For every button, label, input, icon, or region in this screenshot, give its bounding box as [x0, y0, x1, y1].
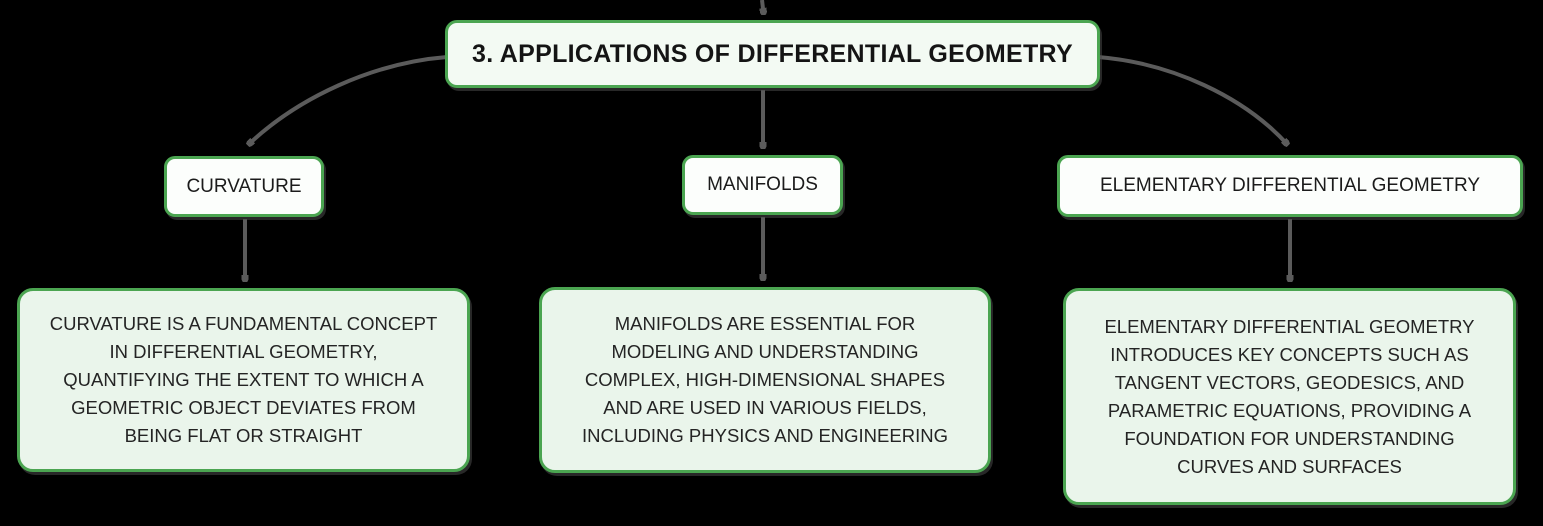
connector-root-to-curvature — [249, 57, 447, 144]
root-node-label: 3. APPLICATIONS OF DIFFERENTIAL GEOMETRY — [472, 39, 1073, 68]
description-node-elementary-differential-geometry[interactable] — [1063, 288, 1516, 505]
topic-node-curvature-label: CURVATURE — [186, 175, 302, 197]
connector-parent-to-root — [762, 0, 764, 13]
topic-node-curvature[interactable] — [164, 156, 324, 217]
topic-node-manifolds-label: MANIFOLDS — [707, 174, 818, 195]
topic-node-elementary-label: ELEMENTARY DIFFERENTIAL GEOMETRY — [1099, 175, 1481, 196]
description-elementary-text: ELEMENTARY DIFFERENTIAL GEOMETRY INTRODUCES KEY CONCEPTS SUCH AS TANGENT VECTORS, GEODESICS, AND PARAMETRIC EQUATIONS, PROVIDING A FOUNDATION FOR UNDERSTANDING CURVES AND SURFACES — [1104, 315, 1475, 477]
description-manifolds-text: MANIFOLDS ARE ESSENTIAL FOR MODELING AND UNDERSTANDING COMPLEX, HIGH-DIMENSIONAL SHAPES AND ARE USED IN VARIOUS FIELDS, INCLUDING PHYSICS AND ENGINEERING — [582, 313, 948, 446]
connector-root-to-elementary — [1098, 57, 1287, 144]
root-node[interactable] — [445, 20, 1100, 88]
description-curvature-text: CURVATURE IS A FUNDAMENTAL CONCEPT IN DIFFERENTIAL GEOMETRY, QUANTIFYING THE EXTENT TO WHICH A GEOMETRIC OBJECT DEVIATES FROM BEING FLAT OR STRAIGHT — [49, 313, 438, 446]
topic-node-manifolds[interactable] — [682, 155, 843, 215]
description-node-curvature[interactable] — [17, 288, 470, 472]
description-node-manifolds[interactable] — [539, 287, 991, 473]
topic-node-elementary-differential-geometry[interactable] — [1057, 155, 1523, 217]
